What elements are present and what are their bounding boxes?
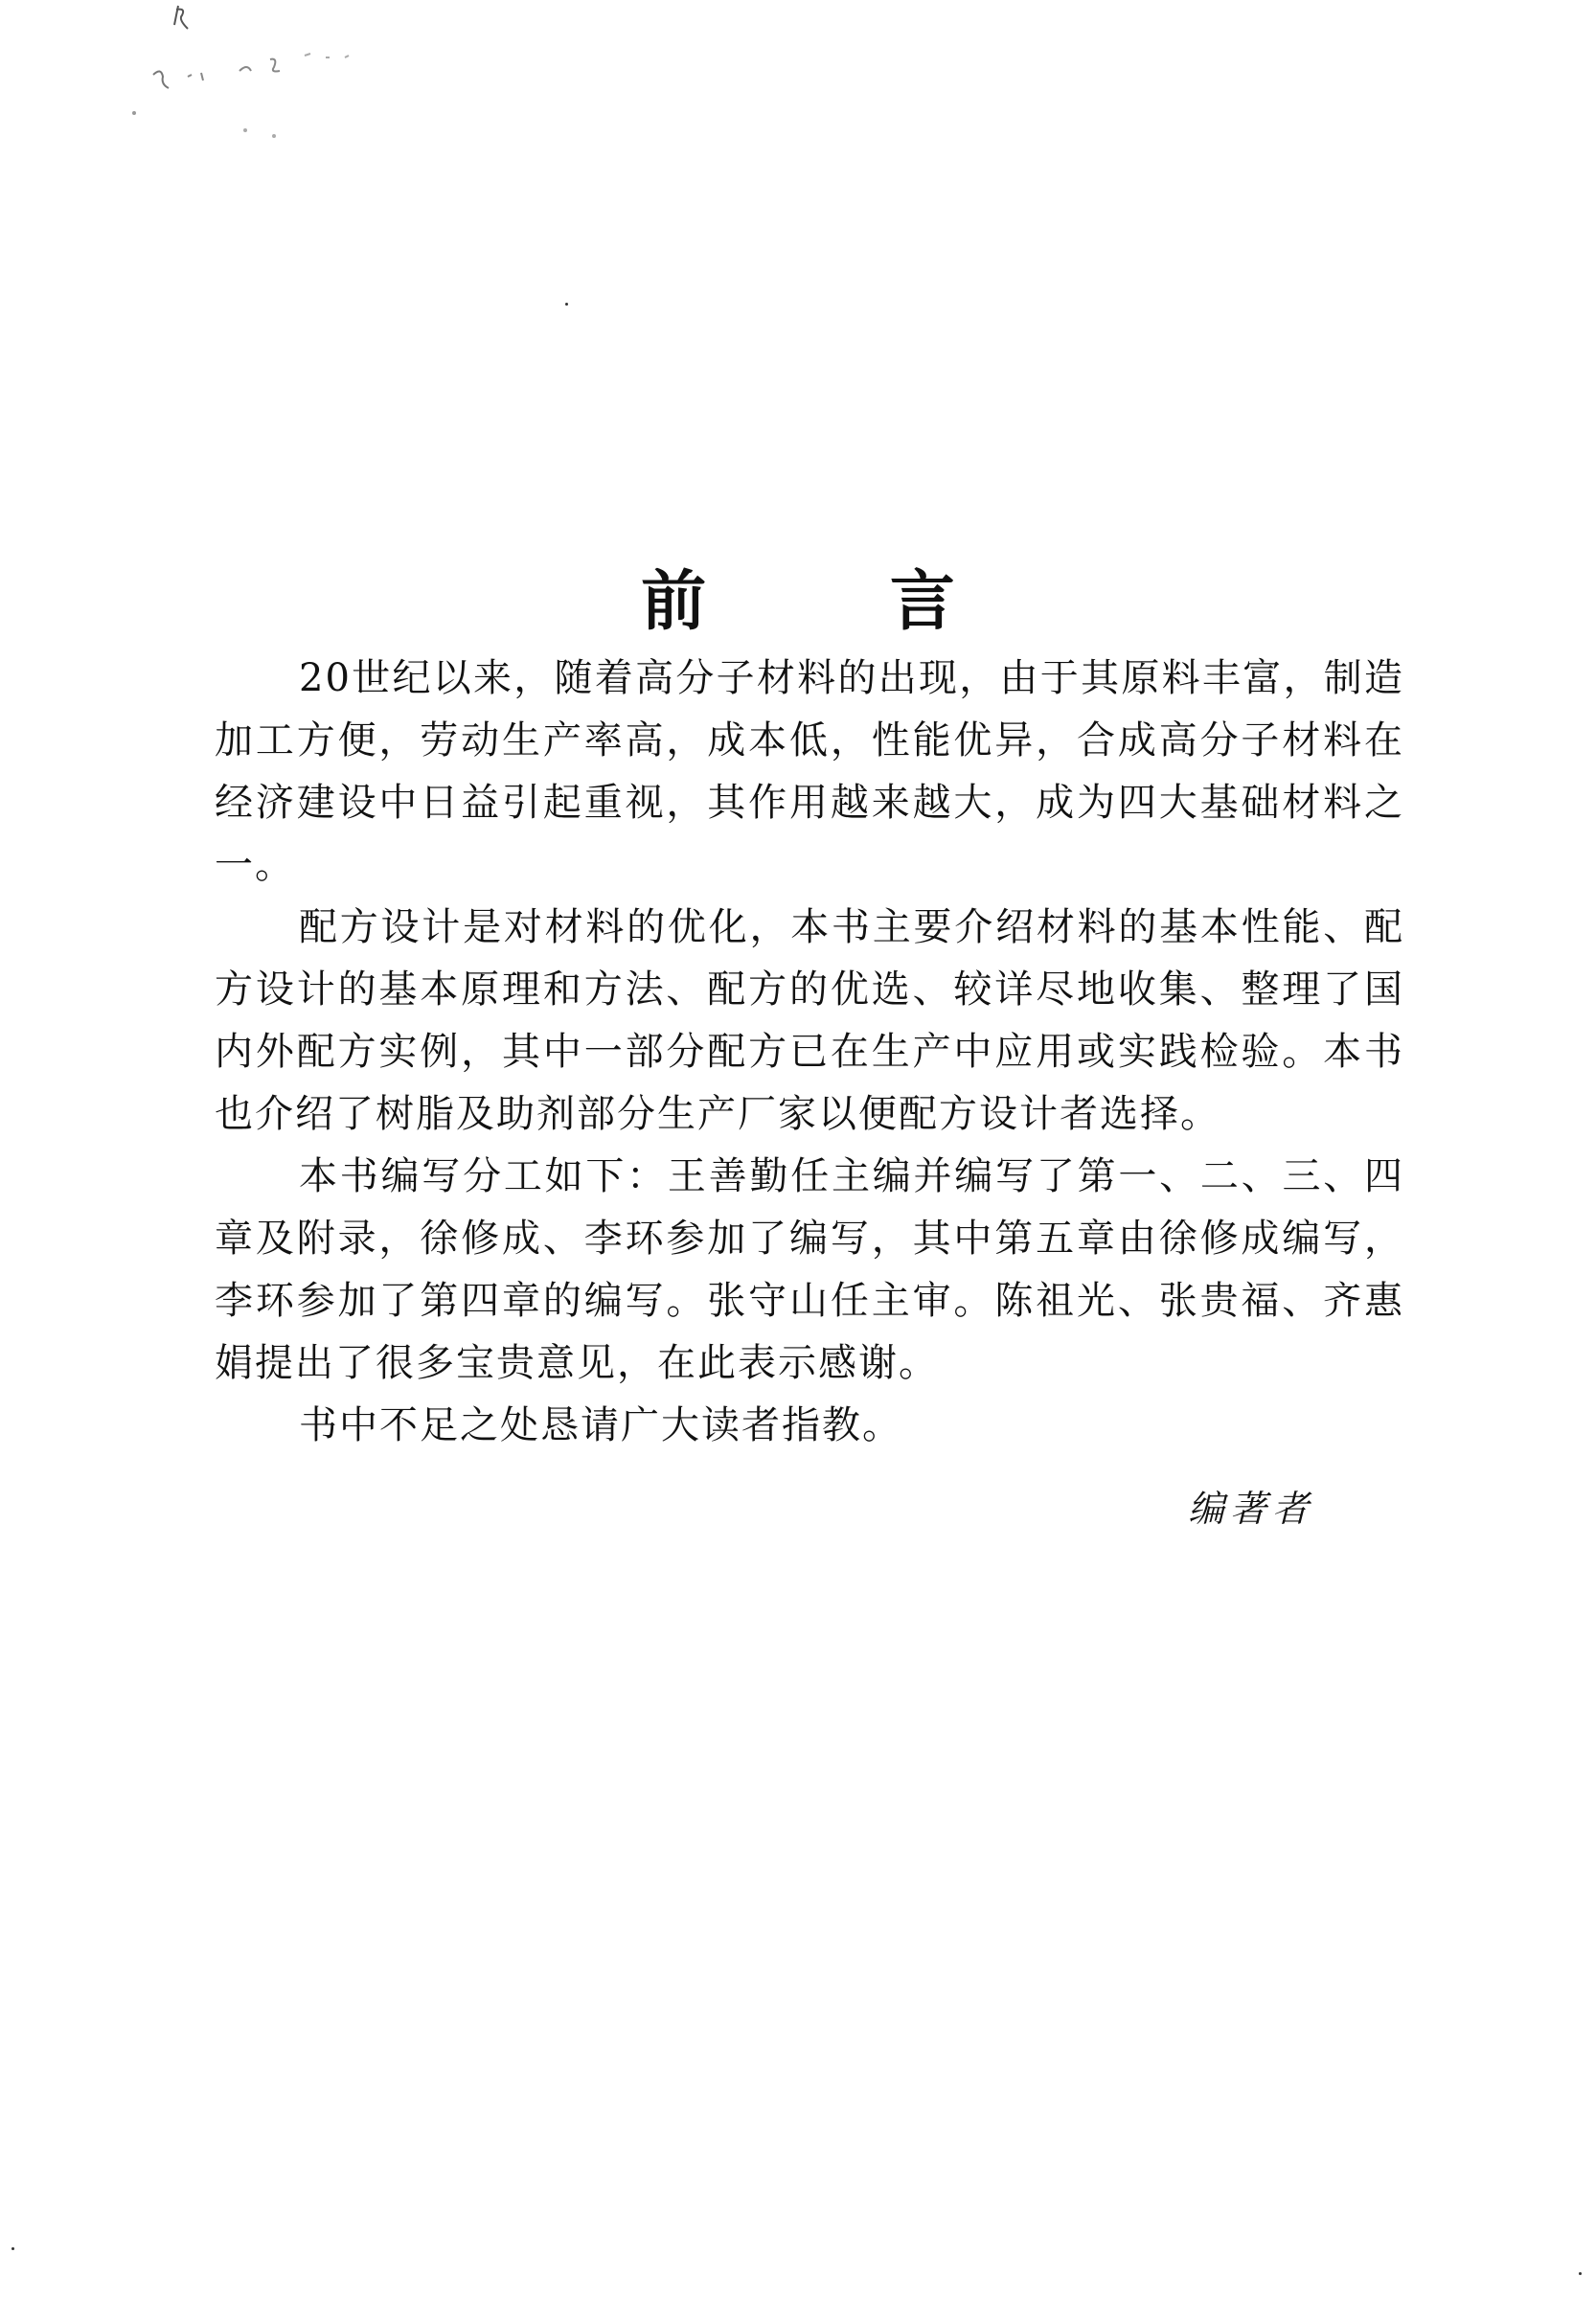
paragraph-1: 20世纪以来，随着高分子材料的出现，由于其原料丰富，制造加工方便，劳动生产率高，成本低，性能优异，合成高分子材料在经济建设中日益引起重视，其作用越来越大，成为四大基础材料之一。	[215, 656, 1404, 887]
scan-speck	[11, 2247, 14, 2250]
paragraph-4: 书中不足之处恳请广大读者指教。	[299, 1403, 902, 1447]
paragraph-3: 本书编写分工如下：王善勤任主编并编写了第一、二、三、四章及附录，徐修成、李环参加了编写，其中第五章由徐修成编写，李环参加了第四章的编写。张守山任主审。陈祖光、张贵福、齐惠娟提出了很多宝贵意见，在此表示感谢。	[215, 1154, 1404, 1385]
scan-speck	[565, 303, 568, 306]
preface-body	[215, 648, 1404, 1457]
paragraph-2: 配方设计是对材料的优化，本书主要介绍材料的基本性能、配方设计的基本原理和方法、配方的优选、较详尽地收集、整理了国内外配方实例，其中一部分配方已在生产中应用或实践检验。本书也介绍了树脂及助剂部分生产厂家以便配方设计者选择。	[215, 905, 1404, 1136]
scan-speck	[1579, 2272, 1582, 2275]
handwritten-annotation-marks	[0, 0, 402, 172]
author-signature: 编著者	[1188, 1488, 1315, 1530]
page-title: 前 言	[641, 563, 1036, 640]
